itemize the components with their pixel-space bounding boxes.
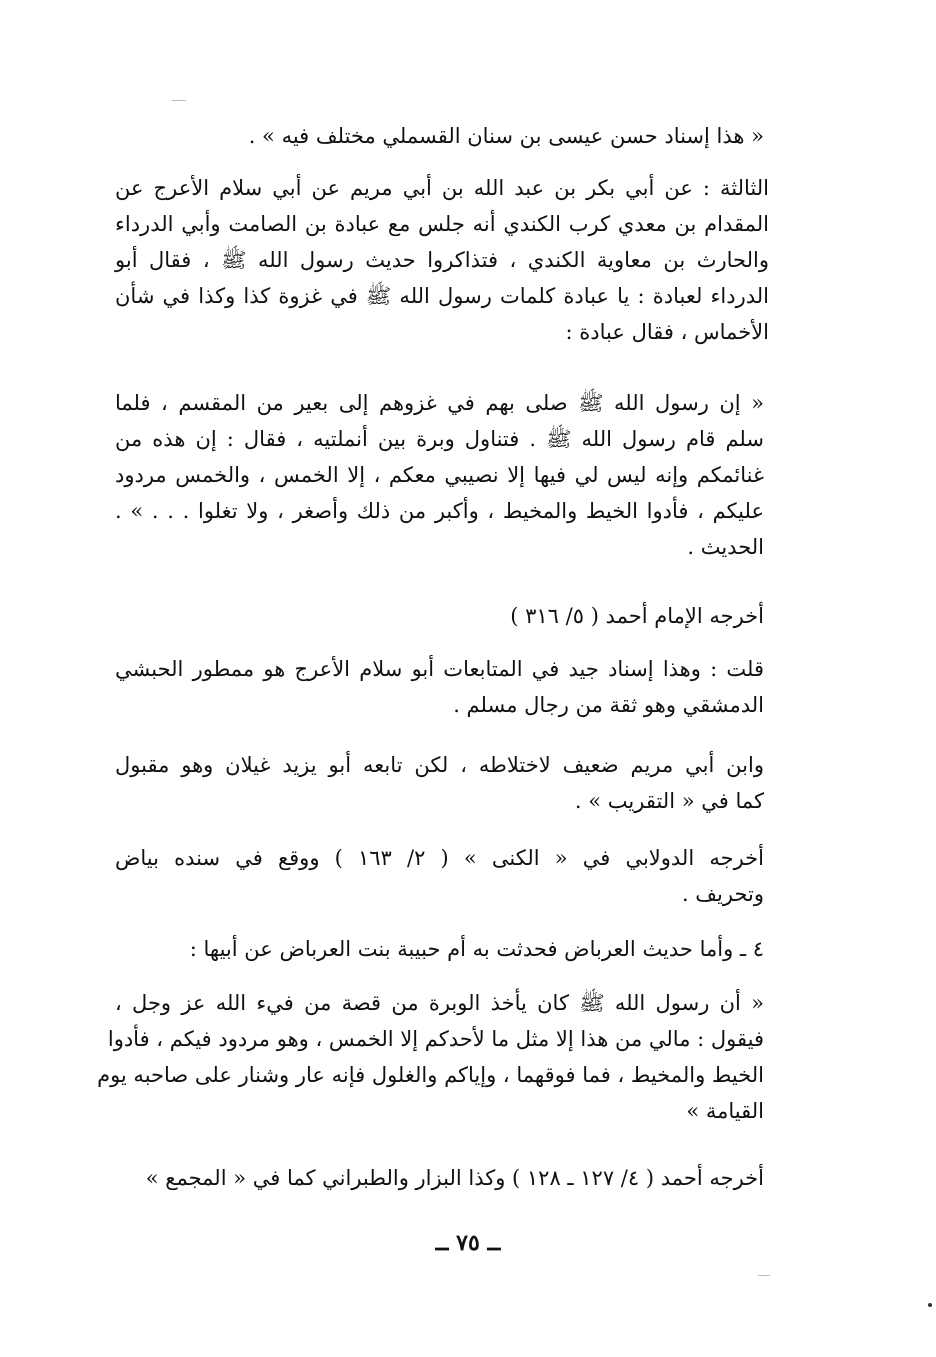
text-line: أخرجه الإمام أحمد ( ٥/ ٣١٦ ) xyxy=(510,604,764,628)
paragraph-10 xyxy=(115,1160,764,1196)
text-line: المقدام بن معدي كرب الكندي أنه جلس مع عبادة بن الصامت وأبي الدرداء xyxy=(115,212,769,236)
paragraph-4 xyxy=(364,598,764,634)
text-line: فيقول : مالي من هذا إلا مثل ما لأحدكم إلا الخمس ، وهو مردود فيكم ، فأدوا xyxy=(107,1027,764,1051)
text-line: القيامة » xyxy=(686,1099,764,1123)
scan-mark xyxy=(172,100,186,101)
paragraph-8 xyxy=(115,931,764,967)
page-number: ــ ٧٥ ــ xyxy=(435,1230,501,1256)
text-line: الثالثة : عن أبي بكر بن عبد الله بن أبي مريم عن أبي سلام الأعرج عن xyxy=(115,176,769,200)
text-line: الدمشقي وهو ثقة من رجال مسلم . xyxy=(453,693,764,717)
scan-mark xyxy=(758,1275,770,1276)
text-line: سلم قام رسول الله ﷺ . فتناول وبرة بين أنملتيه ، فقال : إن هذه من xyxy=(115,427,764,451)
text-line: غنائمكم وإنه ليس لي فيها إلا نصيبي معكم ، إلا الخمس ، والخمس مردود xyxy=(115,463,764,487)
text-line: كما في « التقريب » . xyxy=(574,789,764,813)
text-line: الخيط والمخيط ، فما فوقهما ، وإياكم والغلول فإنه عار وشنار على صاحبه يوم xyxy=(97,1063,764,1087)
text-line: وابن أبي مريم ضعيف لاختلاطه ، لكن تابعه أبو يزيد غيلان وهو مقبول xyxy=(115,753,764,777)
text-line: أخرجه الدولابي في « الكنى » ( ٢/ ١٦٣ ) ووقع في سنده بياض xyxy=(115,846,764,870)
paragraph-6 xyxy=(115,747,764,819)
paragraph-5 xyxy=(115,651,764,723)
text-line: الدرداء لعبادة : يا عبادة كلمات رسول الله ﷺ في غزوة كذا وكذا في شأن xyxy=(115,284,769,308)
paragraph-3 xyxy=(115,385,764,565)
text-line: « إن رسول الله ﷺ صلى بهم في غزوهم إلى بعير من المقسم ، فلما xyxy=(115,391,764,415)
text-line: أخرجه أحمد ( ٤/ ١٢٧ ـ ١٢٨ ) وكذا البزار والطبراني كما في « المجمع » xyxy=(145,1166,764,1190)
text-line: « أن رسول الله ﷺ كان يأخذ الوبرة من قصة من فيء الله عز وجل ، xyxy=(115,991,764,1015)
scan-speck xyxy=(928,1303,932,1307)
text-line: والحارث بن معاوية الكندي ، فتذاكروا حديث رسول الله ﷺ ، فقال أبو xyxy=(115,248,769,272)
text-line: وتحريف . xyxy=(681,882,764,906)
paragraph-2 xyxy=(115,170,769,350)
text-line: قلت : وهذا إسناد جيد في المتابعات أبو سلام الأعرج هو ممطور الحبشي xyxy=(115,657,764,681)
text-line: الحديث . xyxy=(687,535,764,559)
text-line: عليكم ، فأدوا الخيط والمخيط ، وأكبر من ذلك وأصغر ، ولا تغلوا . . . » . xyxy=(115,499,764,523)
paragraph-7 xyxy=(115,840,764,912)
paragraph-9 xyxy=(97,985,764,1129)
text-line: ٤ ـ وأما حديث العرباض فحدثت به أم حبيبة بنت العرباض عن أبيها : xyxy=(189,937,764,961)
paragraph-1 xyxy=(164,118,764,154)
text-line: « هذا إسناد حسن عيسى بن سنان القسملي مختلف فيه » . xyxy=(248,124,764,148)
text-line: الأخماس ، فقال عبادة : xyxy=(565,320,769,344)
